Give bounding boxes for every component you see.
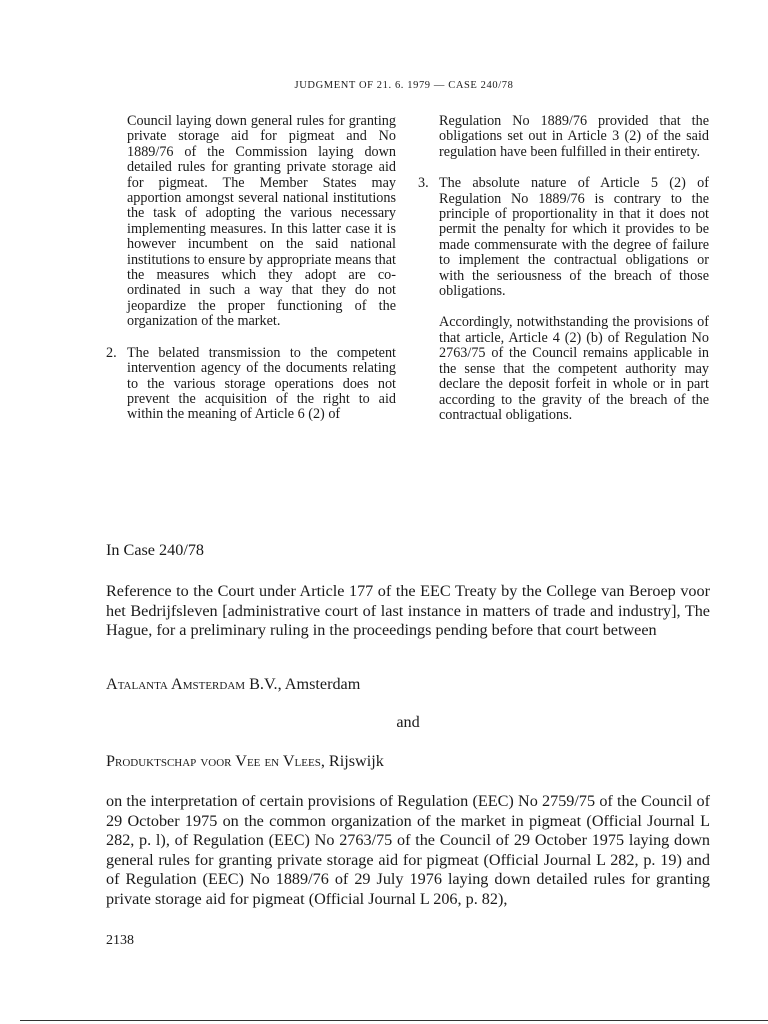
interpretation-paragraph: on the interpretation of certain provisions of Regulation (EEC) No 2759/75 of the Council of 29 October 1975 on the common organization of the market in pigmeat (Official Journal L 282, p. l), of Regulation (EEC) No 2763/75 of the Council of 29 October 1975 laying down general rules for granting private storage aid for pigmeat (Official Journal L 282, p. 19) and of Regulation (EEC) No 1889/76 of 29 July 1976 laying down detailed rules for granting private storage aid for pigmeat (Official Journal L 206, p. 82),: [106, 792, 710, 908]
item-number: 3.: [418, 175, 429, 192]
item-text: The absolute nature of Article 5 (2) of Regulation No 1889/76 is contrary to the principle of proportionality in that it does not permit the penalty for which it provides to be made commensurate with the degree of failure to implement the contractual obligations or with the seriousness of the breach of those obligations.: [439, 175, 709, 300]
left-column-intro-paragraph: Council laying down general rules for granting private storage aid for pigmeat and No 1889/76 of the Commission laying down detailed rules for granting private storage aid for pigmeat. The Member States may apportion amongst several national institutions the task of adopting the various necessary implementing measures. In this latter case it is however incumbent on the said national institutions to ensure by appropriate means that the measures which they adopt are co-ordinated in such a way that they do not jeopardize the proper functioning of the organization of the market.: [127, 113, 396, 330]
right-column-continuation: Regulation No 1889/76 provided that the obligations set out in Article 3 (2) of the said regulation have been fulfilled in their entirety.: [439, 113, 709, 160]
party-2-location: , Rijswijk: [320, 752, 384, 770]
party-1-name: Atalanta Amsterdam: [106, 675, 246, 693]
item-text: The belated transmission to the competent intervention agency of the documents relating to the various storage operations does not prevent the acquisition of the right to aid within the meaning of Article 6 (2) of: [127, 344, 396, 423]
case-heading: In Case 240/78: [106, 541, 205, 559]
party-1: [106, 675, 710, 695]
party-2: [106, 752, 710, 772]
and-separator: and: [396, 713, 420, 731]
numbered-item-3: [418, 176, 709, 299]
accordingly-paragraph: Accordingly, notwithstanding the provisions of that article, Article 4 (2) (b) of Regulation No 2763/75 of the Council remains applicable in the sense that the competent authority may declare the deposit forfeit in whole or in part according to the gravity of the breach of the contractual obligations.: [439, 314, 709, 423]
party-2-name: Produktschap voor Vee en Vlees: [106, 752, 321, 770]
running-header: JUDGMENT OF 21. 6. 1979 — CASE 240/78: [294, 80, 514, 91]
numbered-item-2: [106, 346, 396, 423]
page-number: 2138: [106, 933, 134, 948]
party-1-location: B.V., Amsterdam: [245, 675, 361, 693]
item-number: 2.: [106, 344, 117, 361]
right-column: [418, 114, 709, 423]
reference-paragraph: Reference to the Court under Article 177 of the EEC Treaty by the College van Beroep voor het Bedrijfsleven [administrative court of last instance in matters of trade and industry], The Hague, for a preliminary ruling in the proceedings pending before that court between: [106, 582, 710, 639]
bottom-rule: [20, 1020, 768, 1021]
left-column: [106, 114, 396, 439]
